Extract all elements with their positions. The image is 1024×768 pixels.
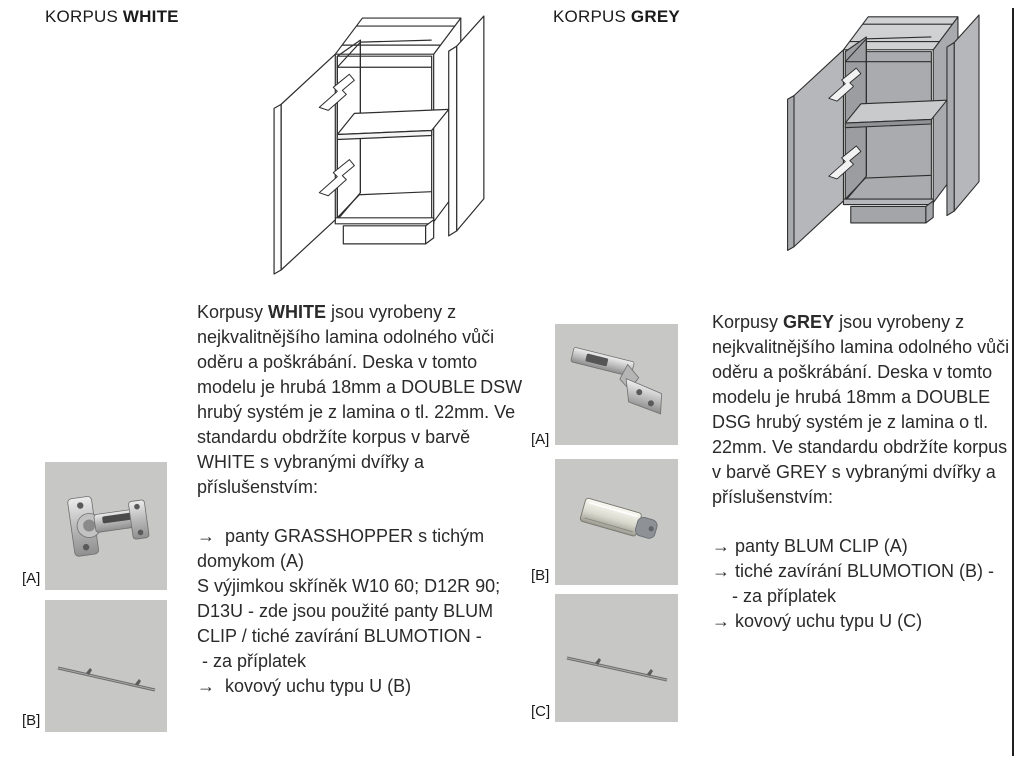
grasshopper-hinge-photo [45,462,167,590]
white-base-cabinet-illustration [257,4,520,287]
cabinet-drawing-grey [772,4,1012,282]
handle-image [45,600,167,732]
white-bullet-line: CLIP / tiché zavírání BLUMOTION - [197,626,482,646]
hinge-image [555,324,678,445]
title-prefix: KORPUS [45,7,123,26]
paragraph-text: Korpusy [712,312,784,332]
white-bullet-line: - za příplatek [197,651,307,671]
korpus-grey-title [553,7,680,27]
paragraph-text: Korpusy [197,302,269,322]
photo-label-a: [A] [531,431,550,448]
paragraph-text: jsou vyrobeny z nejkvalitnějšího lamina odolného vůči oděru a poškrábání. Deska v tomto modelu je hrubá 18mm a DOUBLE DSW hrubý systém je z lamina o tl. 22mm. Ve standardu obdržíte korpus v barvě WHITE s vybranými dvířky a příslušenstvím: [197,302,523,497]
grey-base-cabinet-illustration [772,4,1012,262]
blum-clip-hinge-photo [555,324,678,445]
paragraph-bold-word: WHITE [268,302,327,322]
hinge-image [45,462,167,590]
white-paragraph [197,300,531,500]
paragraph-text: jsou vyrobeny z nejkvalitnějšího lamina odolného vůči oděru a poškrábání. Deska v tomto modelu je hrubá 18mm a DOUBLE DSG hrubý systém je z lamina o tl. 22mm. Ve standardu obdržíte korpus v barvě GREY s vybranými dvířky a příslušenstvím: [712,312,1010,507]
cabinet-drawing-white [257,4,520,286]
white-bullet-line: S výjimkou skříněk W10 60; D12R 90; [197,576,501,596]
photo-label-c: [C] [531,703,551,720]
grey-bullet-line: → kovový uchu typu U (C) [712,611,923,631]
white-bullet-line: D13U - zde jsou použité panty BLUM [197,601,494,621]
korpus-white-description [197,300,531,699]
u-handle-photo [45,600,167,732]
grey-bullet-line: - za příplatek [712,586,837,606]
korpus-white-title [45,7,179,27]
damper-image [555,459,678,585]
paragraph-bold-word: GREY [783,312,835,332]
page-border-line [1012,8,1014,756]
photo-label-b: [B] [531,567,550,584]
korpus-grey-description [712,310,1012,634]
photo-label-b: [B] [22,712,41,729]
white-bullet-line: → kovový uchu typu U (B) [197,676,412,696]
grey-bullet-line: → panty BLUM CLIP (A) [712,536,908,556]
grey-paragraph [712,310,1012,510]
blumotion-damper-photo [555,459,678,585]
title-name: GREY [630,7,680,26]
title-prefix: KORPUS [553,7,631,26]
u-handle-photo [555,594,678,722]
photo-label-a: [A] [22,570,41,587]
white-bullet-line: → panty GRASSHOPPER s tichým [197,526,485,546]
grey-bullet-line: → tiché zavírání BLUMOTION (B) - [712,561,995,581]
white-bullet-line: domykom (A) [197,551,305,571]
handle-image [555,594,678,722]
title-name: WHITE [122,7,179,26]
